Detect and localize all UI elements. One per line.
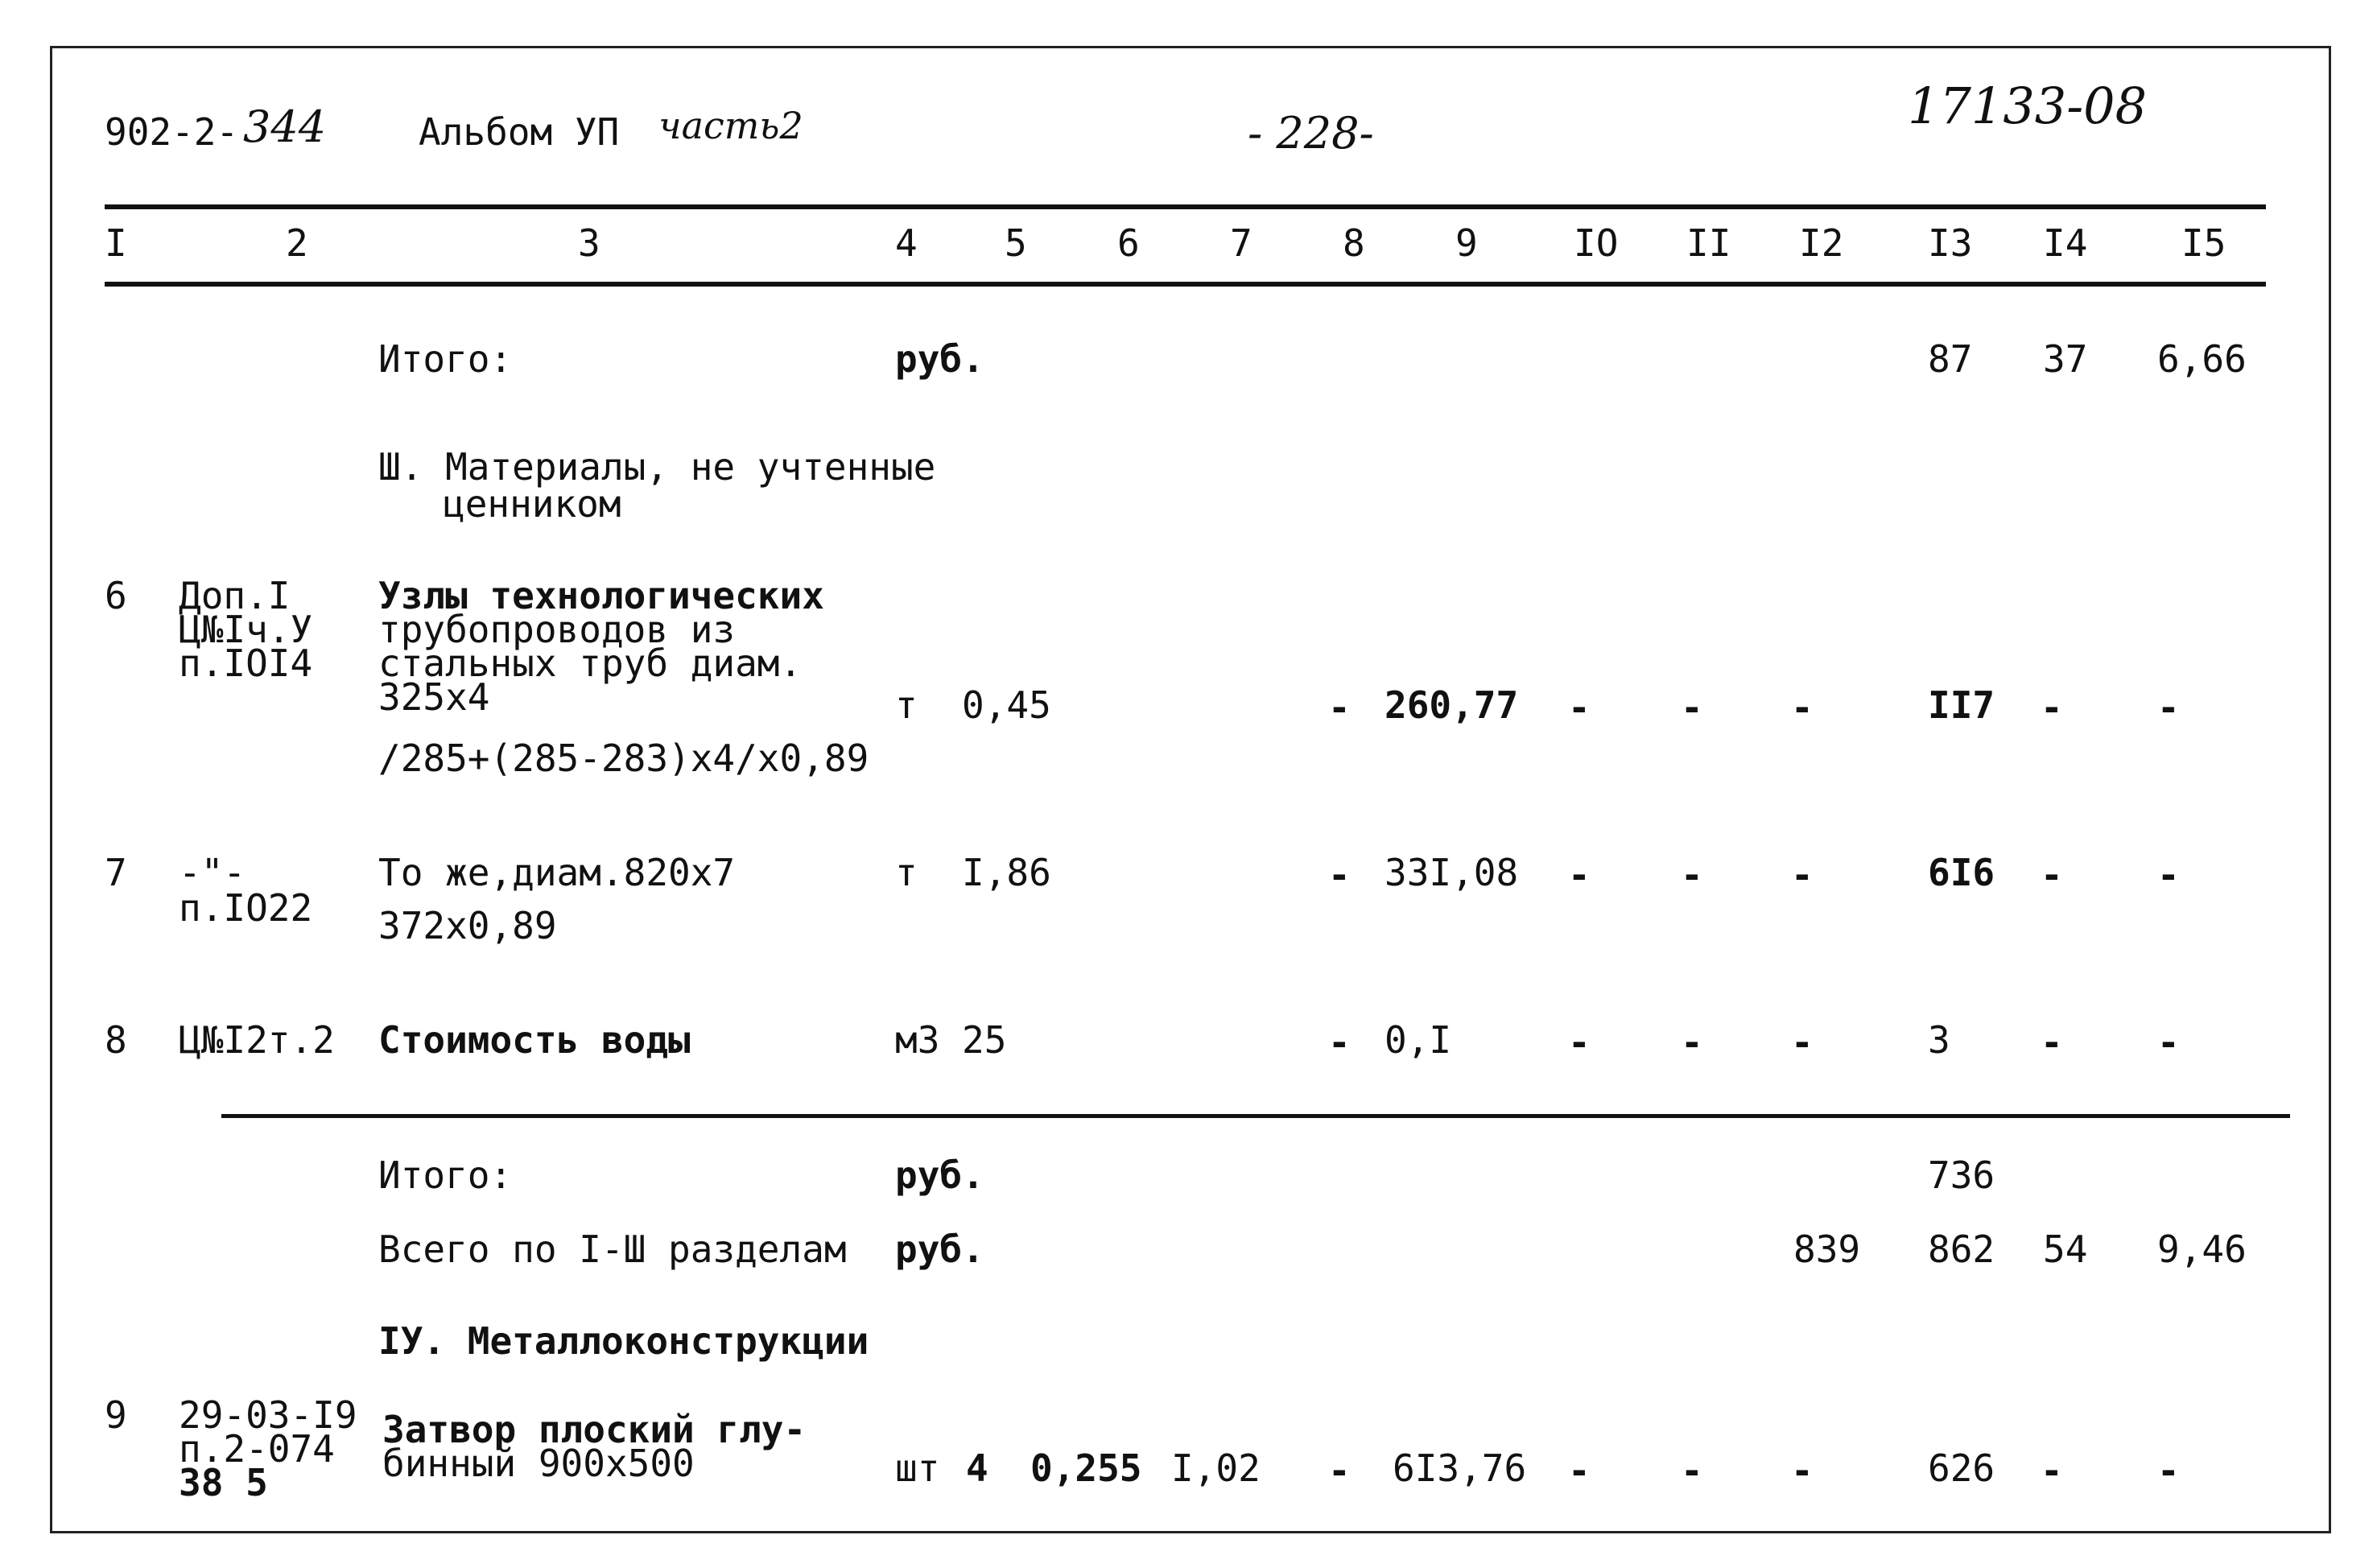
- unit-price: 33I,08: [1385, 851, 1519, 894]
- description-line: Стоимость воды: [378, 1018, 691, 1062]
- cell-10: -: [1568, 1449, 1591, 1492]
- ref-line: Ц№Iч.У: [179, 608, 313, 651]
- unit: м3: [895, 1018, 940, 1062]
- cell-14: 54: [2043, 1228, 2088, 1271]
- row-number: 8: [105, 1018, 127, 1062]
- section-heading-cont: ценником: [443, 482, 621, 526]
- section-heading: Ш. Материалы, не учтенные: [378, 445, 936, 489]
- quantity: 0,45: [962, 683, 1051, 727]
- page-frame: [50, 46, 2331, 1533]
- col-3: 3: [578, 221, 600, 265]
- col-5: 5: [1005, 221, 1027, 265]
- row-number: 9: [105, 1393, 127, 1437]
- description-line: Узлы технологических: [378, 574, 824, 617]
- cell-7: I,02: [1171, 1446, 1261, 1490]
- album-part-handwritten: часть2: [658, 104, 803, 147]
- cell-15: 6,66: [2157, 337, 2247, 381]
- ref-line: п.IOI4: [179, 642, 313, 685]
- ref-line: п.IO22: [179, 886, 313, 930]
- subtotal-rule: [221, 1114, 2290, 1118]
- description-line: То же,диам.820х7: [378, 851, 736, 894]
- doc-number-handwritten: 344: [243, 101, 327, 152]
- cell-12: -: [1791, 1021, 1814, 1064]
- cell-10: -: [1568, 686, 1591, 729]
- unit: руб.: [895, 337, 984, 381]
- cell-14: -: [2041, 1449, 2063, 1492]
- description-line: /285+(285-283)х4/х0,89: [378, 737, 869, 780]
- total-label: Итого:: [378, 1153, 513, 1197]
- row-number: 6: [105, 574, 127, 617]
- cell-10: -: [1568, 853, 1591, 897]
- description-line: бинный 900х500: [382, 1442, 695, 1485]
- col-4: 4: [895, 221, 918, 265]
- doc-prefix: 902-2-: [105, 110, 239, 154]
- unit: т: [895, 683, 918, 727]
- cell-14: -: [2041, 853, 2063, 897]
- section-heading: IУ. Металлоконструкции: [378, 1319, 869, 1363]
- cell-8: -: [1328, 686, 1351, 729]
- col-11: II: [1686, 221, 1731, 265]
- col-12: I2: [1799, 221, 1844, 265]
- unit: руб.: [895, 1153, 984, 1197]
- cell-12: -: [1791, 1449, 1814, 1492]
- cell-13: 3: [1928, 1018, 1950, 1062]
- cell-13: 87: [1928, 337, 1973, 381]
- unit-price: 260,77: [1385, 683, 1519, 727]
- quantity: 25: [962, 1018, 1007, 1062]
- cell-11: -: [1681, 1449, 1703, 1492]
- cell-14: 37: [2043, 337, 2088, 381]
- description-line: 372х0,89: [378, 904, 557, 947]
- cell-12: 839: [1793, 1228, 1861, 1271]
- cell-8: -: [1328, 1449, 1351, 1492]
- cell-15: 9,46: [2157, 1228, 2247, 1271]
- unit: т: [895, 851, 918, 894]
- unit-price: 0,I: [1385, 1018, 1452, 1062]
- cell-14: -: [2041, 686, 2063, 729]
- cell-15: -: [2157, 1021, 2180, 1064]
- header-top-rule: [105, 204, 2266, 209]
- cell-6: 0,255: [1030, 1446, 1142, 1490]
- description-line: Затвор плоский глу-: [382, 1408, 807, 1451]
- ref-line: 38 5: [179, 1461, 268, 1504]
- cell-15: -: [2157, 1449, 2180, 1492]
- ref-line: Ц№I2т.2: [179, 1018, 335, 1062]
- col-8: 8: [1343, 221, 1365, 265]
- cell-11: -: [1681, 686, 1703, 729]
- cell-13: 626: [1928, 1446, 1995, 1490]
- cell-13: II7: [1928, 683, 1995, 727]
- cell-12: -: [1791, 853, 1814, 897]
- description-line: трубопроводов из: [378, 608, 736, 651]
- sheet-code: 17133-08: [1908, 76, 2148, 135]
- ref-line: Доп.I: [179, 574, 291, 617]
- col-9: 9: [1455, 221, 1478, 265]
- col-13: I3: [1928, 221, 1973, 265]
- col-10: IO: [1574, 221, 1619, 265]
- cell-14: -: [2041, 1021, 2063, 1064]
- unit-price: 6I3,76: [1393, 1446, 1527, 1490]
- quantity: I,86: [962, 851, 1051, 894]
- header-bottom-rule: [105, 282, 2266, 287]
- page-number: - 228-: [1248, 108, 1374, 159]
- description-line: стальных труб диам.: [378, 642, 803, 685]
- cell-11: -: [1681, 1021, 1703, 1064]
- cell-15: -: [2157, 853, 2180, 897]
- cell-13: 862: [1928, 1228, 1995, 1271]
- cell-15: -: [2157, 686, 2180, 729]
- cell-8: -: [1328, 1021, 1351, 1064]
- cell-12: -: [1791, 686, 1814, 729]
- quantity: 4: [966, 1446, 988, 1490]
- ref-line: -"-: [179, 851, 246, 894]
- grand-total-label: Всего по I-Ш разделам: [378, 1228, 847, 1271]
- cell-8: -: [1328, 853, 1351, 897]
- cell-10: -: [1568, 1021, 1591, 1064]
- cell-13: 6I6: [1928, 851, 1995, 894]
- col-6: 6: [1117, 221, 1140, 265]
- description-line: 325х4: [378, 675, 490, 719]
- col-15: I5: [2181, 221, 2226, 265]
- col-14: I4: [2043, 221, 2088, 265]
- ref-line: п.2-074: [179, 1427, 335, 1471]
- cell-13: 736: [1928, 1153, 1995, 1197]
- unit: руб.: [895, 1228, 984, 1271]
- unit: шт: [895, 1446, 940, 1490]
- row-number: 7: [105, 851, 127, 894]
- col-1: I: [105, 221, 127, 265]
- col-2: 2: [286, 221, 308, 265]
- album-label: Альбом УП: [419, 110, 620, 154]
- col-7: 7: [1230, 221, 1252, 265]
- cell-11: -: [1681, 853, 1703, 897]
- ref-line: 29-03-I9: [179, 1393, 357, 1437]
- total-label: Итого:: [378, 337, 513, 381]
